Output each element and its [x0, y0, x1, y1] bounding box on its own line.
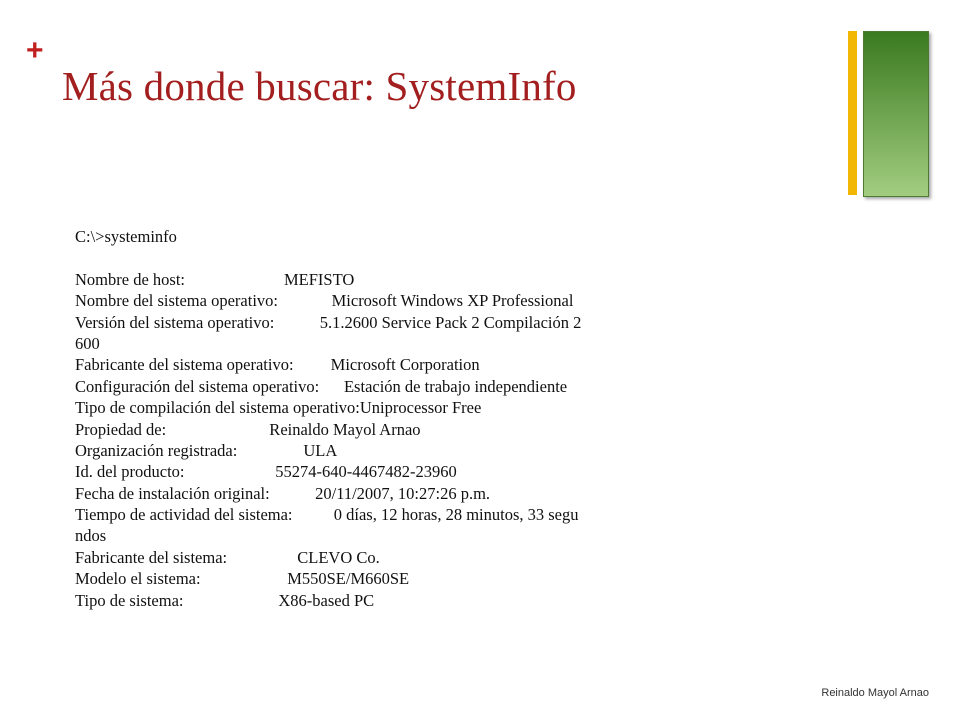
- output-line-system-type: Tipo de sistema: X86-based PC: [75, 590, 375, 610]
- green-accent-box: [863, 31, 929, 197]
- output-line-system-model: Modelo el sistema: M550SE/M660SE: [75, 569, 410, 589]
- output-line-product-id: Id. del producto: 55274-640-4467482-23960: [75, 462, 457, 482]
- output-line-system-manufacturer: Fabricante del sistema: CLEVO Co.: [75, 547, 380, 567]
- output-line-hostname: Nombre de host: MEFISTO: [75, 269, 355, 289]
- output-line-os-configuration: Configuración del sistema operativo: Estación de trabajo independiente: [75, 376, 568, 396]
- output-line-uptime: Tiempo de actividad del sistema: 0 días, 12 horas, 28 minutos, 33 segu: [75, 505, 579, 525]
- output-line-blank: [75, 247, 775, 268]
- slide-title: Más donde buscar: SystemInfo: [62, 63, 577, 109]
- output-line-organization: Organización registrada: ULA: [75, 440, 338, 460]
- plus-decoration: +: [26, 34, 44, 67]
- output-line-uptime-cont: ndos: [75, 526, 107, 546]
- output-line-os-build-type: Tipo de compilación del sistema operativo:Uniprocessor Free: [75, 398, 482, 418]
- output-line-install-date: Fecha de instalación original: 20/11/2007, 10:27:26 p.m.: [75, 483, 491, 503]
- output-line-command: C:\>systeminfo: [75, 227, 177, 246]
- output-line-owner: Propiedad de: Reinaldo Mayol Arnao: [75, 419, 421, 439]
- output-line-os-manufacturer: Fabricante del sistema operativo: Microsoft Corporation: [75, 355, 480, 375]
- systeminfo-output: [75, 226, 775, 611]
- gold-accent-bar: [848, 31, 857, 195]
- footer-author: Reinaldo Mayol Arnao: [821, 687, 929, 699]
- output-line-os-name: Nombre del sistema operativo: Microsoft Windows XP Professional: [75, 291, 574, 311]
- output-line-os-version-cont: 600: [75, 333, 100, 353]
- output-line-os-version: Versión del sistema operativo: 5.1.2600 Service Pack 2 Compilación 2: [75, 312, 582, 332]
